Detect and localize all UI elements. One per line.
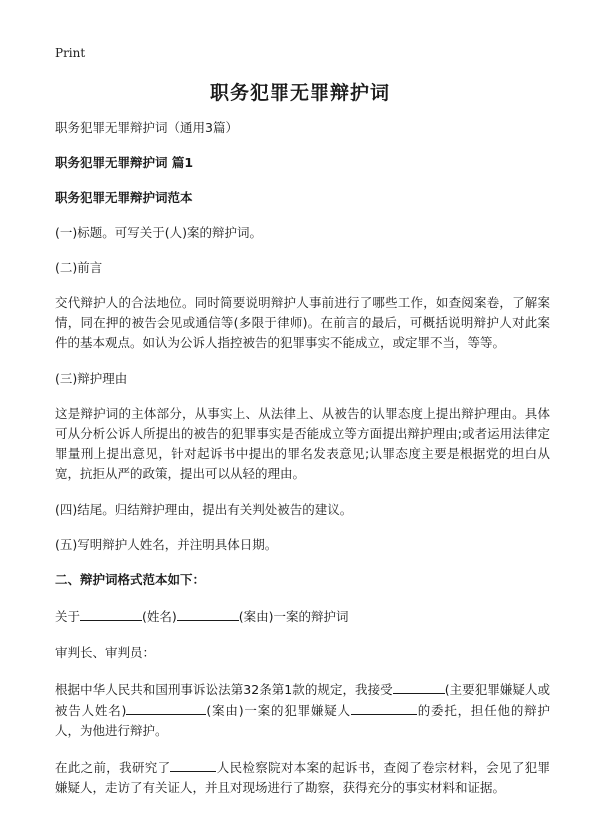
item-title: (一)标题。可写关于(人)案的辩护词。 (55, 225, 263, 240)
sample-heading: 职务犯罪无罪辩护词范本 (55, 190, 193, 205)
format-name-label: (姓名) (142, 609, 177, 624)
item-conclusion: (四)结尾。归结辩护理由，提出有关判处被告的建议。 (55, 502, 353, 517)
research-paragraph (55, 757, 550, 798)
document-body (55, 118, 550, 798)
format-case-label: (案由)一案的辩护词 (238, 609, 349, 624)
basis-paragraph (55, 679, 550, 741)
format-heading: 二、辩护词格式范本如下： (55, 572, 206, 587)
format-title-line (55, 606, 550, 627)
name-blank (80, 606, 142, 621)
format-prefix: 关于 (55, 609, 81, 624)
item-preface-body: 交代辩护人的合法地位。同时简要说明辩护人事前进行了哪些工作，如查阅案卷，了解案情，同在押的被告会见或通信等(多限于律师)。在前言的最后，可概括说明辩护人对此案件的基本观点。如认为公诉人指控被告的犯罪事实不能成立，或定罪不当，等等。 (55, 295, 550, 350)
item-signature: (五)写明辩护人姓名，并注明具体日期。 (55, 537, 278, 552)
item-preface-heading: (二)前言 (55, 260, 103, 275)
basis-text-4: 的委托，担任他的辩护人，为他进行辩护。 (55, 703, 550, 738)
item-reasons-body: 这是辩护词的主体部分，从事实上、从法律上、从被告的认罪态度上提出辩护理由。具体可从分析公诉人所提出的被告的犯罪事实是否能成立等方面提出辩护理由;或者运用法律定罪量刑上提出意见，针对起诉书中提出的罪名发表意见;认罪态度主要是根据党的坦白从宽，抗拒从严的政策，提出可以从轻的理由。 (55, 406, 550, 481)
defendant-blank (393, 679, 445, 694)
print-link[interactable]: Print (55, 46, 86, 60)
document-title: 职务犯罪无罪辩护词 (209, 82, 390, 104)
subtitle: 职务犯罪无罪辩护词（通用3篇） (55, 120, 238, 135)
basis-text-1: 根据中华人民共和国刑事诉讼法第32条第1款的规定，我接受 (55, 682, 393, 697)
item-reasons-heading: (三)辩护理由 (55, 371, 128, 386)
research-text-2: 人民检察院对本案的起诉书，查阅了卷宗材料，会见了犯罪嫌疑人，走访了有关证人，并且对现场进行了勘察，获得充分的事实材料和证据。 (55, 760, 550, 795)
section-heading: 职务犯罪无罪辩护词 篇1 (55, 155, 194, 170)
judges-salutation: 审判长、审判员： (55, 645, 156, 660)
basis-text-3: (案由)一案的犯罪嫌疑人 (206, 703, 351, 718)
case-blank-2 (126, 700, 206, 715)
basis-text-2: (主要犯罪嫌疑人或被告人姓名) (55, 682, 550, 718)
procuratorate-blank (170, 757, 216, 772)
suspect-blank (351, 700, 417, 715)
case-blank (177, 606, 239, 621)
research-text-1: 在此之前，我研究了 (55, 760, 171, 775)
